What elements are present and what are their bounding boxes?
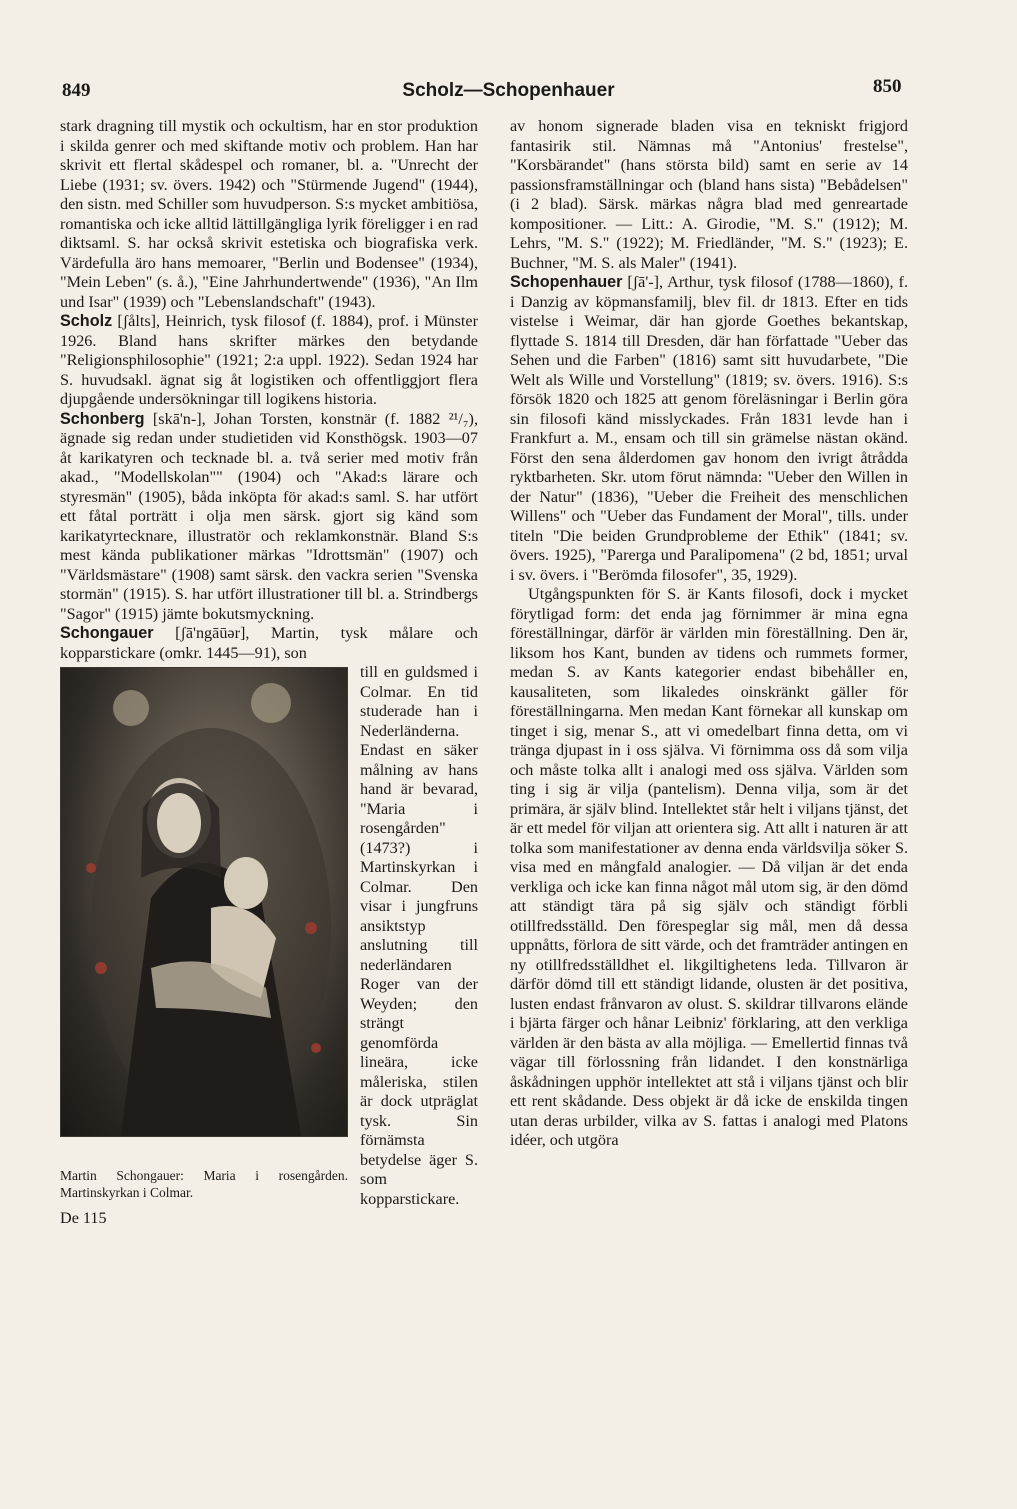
entry-headword: Schopenhauer (510, 273, 623, 291)
entry-scholz-heinrich (60, 312, 478, 410)
entry-body: [ʃā'-], Arthur, tysk filosof (1788—1860), f. i Danzig av köpmansfamilj, blev fil. dr 1813. Efter en tids vistelse i Weimar, där han gjorde Goethes bekantskap, flyttade S. 1814 till Dresden, där han författade "Ueber das Sehen und die Farben" (1816) samt sitt huvudarbete, "Die Welt als Wille und Vorstellung" (1819; sv. övers. 1916). S:s försök 1820 och 1825 att genom föreläsningar i Berlin göra sin filosofi känd misslyckades. Från 1831 levde han i Frankfurt a. M., ensam och till sin grämelse nästan okänd. Först den sena ålderdomen gav honom den ivrigt åtrådda ryktbarheten. Skr. utom förut nämnda: "Ueber den Willen in der Natur" (1836), "Ueber die Freiheit des menschlichen Willens" och "Ueber das Fundament der Moral", tills. under titeln "Die beiden Grundprobleme der Ethik" (1841; sv. övers. 1925), "Parerga und Paralipomena" (2 bd, 1851; urval i sv. övers. i "Berömda filosofer", 35, 1929). (510, 273, 908, 584)
madonna-illustration (61, 668, 347, 1136)
entry-body: [ʃā'ngāūər], Martin, tysk målare och kopparstickare (omkr. 1445—91), son (60, 624, 478, 662)
entry-schonberg (60, 410, 478, 625)
entry-body: [skā'n-], Johan Torsten, konstnär (f. 1882 ²¹/₇), ägnade sig redan under studietiden vid Konsthögsk. 1903—07 åt karikatyren och tecknade bl. a. två serier med motiv från akad., "Modellskolan"" (1904) och "Akad:s lärare och styresmän" (1905), båda inköpta för akad:s saml. S. har utfört ett fåtal porträtt i olja men särsk. gjort sig känd som karikatyrtecknare, illustratör och reklamkonstnär. Bland S:s mest kända publikationer märkas "Idrottsmän" (1907) och "Världsmästare" (1908) samt särsk. den vackra serien "Svenska stormän" (1915). S. har utfört illustrationer till bl. a. Strindbergs "Sagor" (1915) jämte bokutsmyckning. (60, 409, 478, 623)
schongauer-wrapped-text: till en guldsmed i Colmar. En tid studerade han i Nederländerna. Endast en säker målning av hans hand är bevarad, "Maria i rosengården" (1473?) i Martinskyrkan i Colmar. Den visar i jungfruns ansiktstyp anslutning till nederländaren Roger van der Weyden; den strängt genomförda lineära, icke måleriska, stilen är dock utpräglat tysk. Sin förnämsta betydelse äger S. som kopparstickare. De 115 (60, 663, 478, 1227)
entry-body: [ʃålts], Heinrich, tysk filosof (f. 1884), prof. i Münster 1926. Bland hans skrifter märkes den betydande "Religionsphilosophie" (1921; 2:a uppl. 1922). Sedan 1924 har S. huvudsakl. ägnat sig åt logistiken och offentliggjort flera djupgående undersökningar till logikens historia. (60, 312, 478, 408)
entry-headword: Scholz (60, 312, 113, 330)
entry-headword: Schonberg (60, 409, 145, 428)
figure-wrap-region (60, 663, 478, 1229)
painting-image (60, 667, 348, 1137)
entry-headword: Schongauer (60, 624, 154, 642)
figure-caption: Martin Schongauer: Maria i rosengården. Martinskyrkan i Colmar. (60, 1168, 348, 1200)
figure (60, 667, 348, 1201)
entry-schopenhauer (510, 273, 908, 585)
page-number-right: 850 (873, 76, 902, 97)
schopenhauer-philosophy-paragraph: Utgångspunkten för S. är Kants filosofi, dock i mycket förytligad form: det enda jag förnimmer är mina egna föreställningar, därför är världen min föreställning. Den är, liksom hos Kant, bunden av tidens och rummets former, medan S. av Kants kategorier endast bibehåller en, kausaliteten, som likaledes oinskränkt gäller för föreställningarna. Men medan Kant förnekar all kunskap om tinget i sig, menar S., att vi omedelbart finna detta, om vi tränga djupast in i oss själva. Vi förnimma oss då som vilja och måste tolka allt i analogi med oss själva. Världen som ting i sig är vilja (pantelism). Denna vilja, som är det primära, är själv blind. Intellektet står helt i viljans tjänst, det är ett medel för viljan att orientera sig. Att allt i naturen är att tolka som manifestationer av denna enda världsvilja söker S. visa med en mångfald analogier. — Då viljan är det enda verkliga och icke kan finna något mål utom sig, är den dömd att ständigt tära på sig själv och ständigt förbli otillfredsställd. Den förespeglar sig mål, men då dessa uppnåtts, förlora de sitt värde, och det framträder antingen en ny otillfredsställdhet el. likgiltighetens leda. Tillvaron är därför dömd till ett ständigt lidande, olusten är det positiva, lusten endast frånvaron av olust. S. skildrar tillvarons elände i bjärta färger och hånar Leibniz' förklaring, att den verkliga världen är den bästa av alla möjliga. — Emellertid finnas två vägar till förlossning från lidandet. I den konstnärliga åskådningen upphör intellektet att stå i viljans tjänst och blir ett rent skådande. Dess objekt är då icke de enskilda tingen utan deras urbilder, vilka av S. fattas i analogi med Platons idéer, och utgöra (510, 585, 908, 1149)
left-column (60, 117, 478, 1229)
page-number-left: 849 (62, 80, 91, 101)
page-header (0, 70, 1017, 110)
entry-schongauer (60, 624, 478, 663)
running-title: Scholz—Schopenhauer (402, 80, 615, 101)
scholz-wilhelm-continuation: stark dragning till mystik och ockultism, har en stor produktion i skilda genrer och med skiftande motiv och problem. Han har skrivit ett flertal skådespel och romaner, bl. a. "Unrecht der Liebe (1931; sv. övers. 1942) och "Stürmende Jugend" (1944), den sistn. med Schiller som huvudperson. S:s mycket ambitiösa, romantiska och icke alltid lättillgängliga lyrik föreligger i en rad diktsaml. S. har också skrivit estetiska och biografiska verk. Värdefulla äro hans memoarer, "Berlin und Bodensee" (1934), "Mein Leben" (s. å.), "Eine Jahrhundertwende" (1936), "An Ilm und Isar" (1939) och "Lebenslandschaft" (1943). (60, 117, 478, 311)
schongauer-continuation: av honom signerade bladen visa en tekniskt frigjord fantasirik stil. Nämnas må "Antonius' frestelse", "Korsbärandet" (hans största bild) samt en serie av 14 passionsframställningar och (bland hans sista) "Bebådelsen" (i 2 blad). Särsk. märkas några blad med genreartade kompositioner. — Litt.: A. Girodie, "M. S." (1912); M. Lehrs, "M. S." (1922); M. Friedländer, "M. S." (1923); E. Buchner, "M. S. als Maler" (1941). (510, 117, 908, 272)
right-column (510, 117, 908, 1151)
